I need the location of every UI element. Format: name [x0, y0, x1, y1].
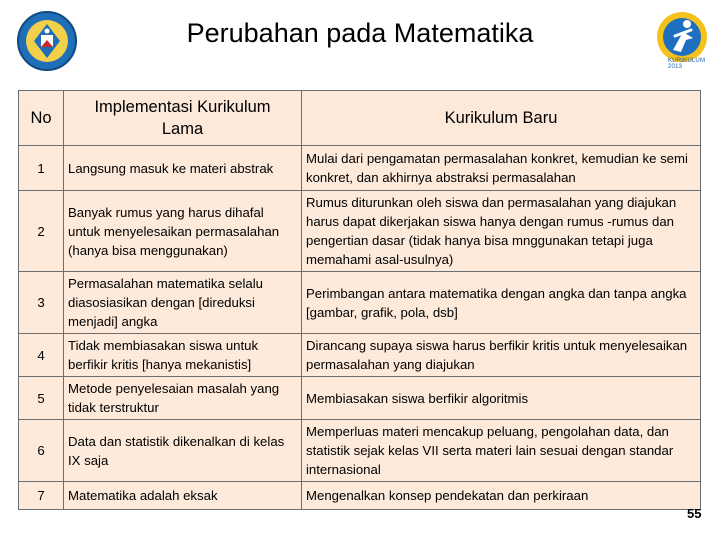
cell-kurikulum-baru: Memperluas materi mencakup peluang, pengolahan data, dan statistik sejak kelas VII serta materi lain sesuai dengan standar internasional	[302, 420, 701, 482]
table-row	[19, 420, 701, 482]
cell-kurikulum-baru: Membiasakan siswa berfikir algoritmis	[302, 377, 701, 420]
cell-kurikulum-lama: Langsung masuk ke materi abstrak	[64, 146, 302, 191]
cell-kurikulum-lama: Matematika adalah eksak	[64, 482, 302, 510]
cell-kurikulum-lama: Banyak rumus yang harus dihafal untuk menyelesaikan permasalahan (hanya bisa menggunakan)	[64, 191, 302, 272]
table-row	[19, 146, 701, 191]
cell-kurikulum-baru: Perimbangan antara matematika dengan angka dan tanpa angka [gambar, grafik, pola, dsb]	[302, 272, 701, 334]
cell-kurikulum-baru: Rumus diturunkan oleh siswa dan permasalahan yang diajukan harus dapat dikerjakan siswa hanya dengan rumus -rumus dan pengertian dasar (tidak hanya bisa mnggunakan tetapi juga memahami asal-usulnya)	[302, 191, 701, 272]
table-row	[19, 272, 701, 334]
kurikulum-2013-label: KURIKULUM 2013	[668, 58, 706, 70]
row-number: 7	[19, 482, 64, 510]
row-number: 4	[19, 334, 64, 377]
page-title: Perubahan pada Matematika	[186, 18, 534, 48]
cell-kurikulum-baru: Mengenalkan konsep pendekatan dan perkiraan	[302, 482, 701, 510]
cell-kurikulum-lama: Permasalahan matematika selalu diasosiasikan dengan [direduksi menjadi] angka	[64, 272, 302, 334]
header-no: No	[19, 91, 64, 146]
row-number: 1	[19, 146, 64, 191]
header-kurikulum-baru: Kurikulum Baru	[302, 91, 701, 146]
header-kurikulum-lama: Implementasi Kurikulum Lama	[64, 91, 302, 146]
table-row	[19, 482, 701, 510]
row-number: 3	[19, 272, 64, 334]
table-header-row	[19, 91, 701, 146]
cell-kurikulum-baru: Mulai dari pengamatan permasalahan konkret, kemudian ke semi konkret, dan akhirnya abstraksi permasalahan	[302, 146, 701, 191]
table-row	[19, 334, 701, 377]
row-number: 6	[19, 420, 64, 482]
page-number: 55	[687, 506, 702, 521]
cell-kurikulum-lama: Data dan statistik dikenalkan di kelas IX saja	[64, 420, 302, 482]
cell-kurikulum-lama: Tidak membiasakan siswa untuk berfikir kritis [hanya mekanistis]	[64, 334, 302, 377]
comparison-table	[18, 90, 701, 510]
table-row	[19, 191, 701, 272]
row-number: 5	[19, 377, 64, 420]
table-row	[19, 377, 701, 420]
row-number: 2	[19, 191, 64, 272]
cell-kurikulum-baru: Dirancang supaya siswa harus berfikir kritis untuk menyelesaikan permasalahan yang diajukan	[302, 334, 701, 377]
cell-kurikulum-lama: Metode penyelesaian masalah yang tidak terstruktur	[64, 377, 302, 420]
